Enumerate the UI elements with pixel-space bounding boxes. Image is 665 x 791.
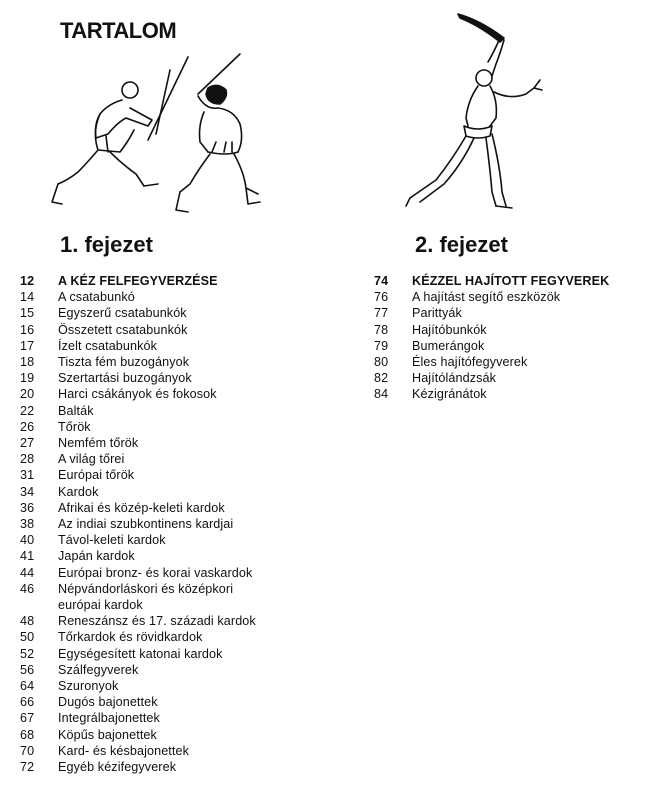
toc-page-number: 64 — [20, 679, 35, 694]
toc-entry-label: Európai bronz- és korai vaskardok — [58, 565, 253, 580]
toc-page-number: 12 — [20, 274, 35, 288]
toc-entry — [18, 484, 348, 500]
toc-page-number: 40 — [20, 533, 35, 548]
toc-entry — [18, 710, 348, 726]
toc-entry-label: Tőrkardok és rövidkardok — [58, 630, 203, 645]
toc-entry-label: Egyéb kézifegyverek — [58, 760, 177, 775]
toc-entry — [18, 289, 348, 305]
toc-page-number: 50 — [20, 630, 35, 645]
toc-entry-label: Távol-keleti kardok — [58, 533, 166, 548]
toc-entry-label: Kézigránátok — [412, 387, 487, 402]
toc-entry-label: A hajítást segítő eszközök — [412, 290, 561, 305]
toc-section-heading — [372, 273, 662, 289]
toc-page-number: 76 — [374, 290, 389, 305]
toc-page-number: 26 — [20, 419, 35, 434]
toc-section-heading — [18, 273, 348, 289]
toc-entry — [18, 759, 348, 775]
toc-entry — [18, 419, 348, 435]
toc-entry-label: Szálfegyverek — [58, 662, 139, 677]
toc-entry-label: Ízelt csatabunkók — [58, 338, 158, 353]
toc-page-number: 17 — [20, 338, 35, 353]
toc-entry — [18, 354, 348, 370]
toc-entry-label: Szertartási buzogányok — [58, 371, 192, 386]
toc-page-number: 79 — [374, 338, 389, 353]
toc-entry-label: Az indiai szubkontinens kardjai — [58, 517, 234, 532]
toc-entry — [18, 322, 348, 338]
toc-page-number: 18 — [20, 355, 35, 370]
toc-page-number: 82 — [374, 371, 389, 386]
page-title: TARTALOM — [60, 18, 177, 43]
toc-entry — [18, 613, 348, 629]
toc-page-number: 67 — [20, 711, 35, 726]
toc-page-number: 36 — [20, 500, 35, 515]
chapter-2-toc — [372, 273, 662, 403]
toc-page-number: 22 — [20, 403, 35, 418]
toc-entry — [18, 694, 348, 710]
toc-entry — [372, 289, 662, 305]
toc-page-number: 41 — [20, 549, 35, 564]
toc-page-number: 14 — [20, 290, 35, 305]
toc-entry — [18, 516, 348, 532]
toc-entry-label: Harci csákányok és fokosok — [58, 387, 217, 402]
toc-page-number: 70 — [20, 743, 35, 758]
toc-entry — [372, 354, 662, 370]
toc-page-number: 38 — [20, 517, 35, 532]
toc-entry-label: Integrálbajonettek — [58, 711, 160, 726]
toc-entry-label: Összetett csatabunkók — [58, 322, 188, 337]
toc-page-number: 78 — [374, 322, 389, 337]
toc-entry-label: Japán kardok — [58, 549, 135, 564]
toc-entry-label: Reneszánsz és 17. századi kardok — [58, 614, 256, 629]
toc-entry-label: Európai tőrök — [58, 468, 135, 483]
toc-page-number: 52 — [20, 646, 35, 661]
toc-entry-label: Éles hajítófegyverek — [412, 355, 528, 370]
toc-page-number: 20 — [20, 387, 35, 402]
toc-entry-label: Tiszta fém buzogányok — [58, 355, 190, 370]
toc-page-number: 48 — [20, 614, 35, 629]
toc-entry — [18, 548, 348, 564]
toc-entry — [18, 629, 348, 645]
toc-entry-label: Népvándorláskori és középkori — [58, 581, 234, 596]
toc-entry — [18, 727, 348, 743]
toc-entry — [18, 370, 348, 386]
toc-entry-label: Köpűs bajonettek — [58, 727, 157, 742]
toc-entry — [18, 662, 348, 678]
toc-entry-label: Balták — [58, 403, 94, 418]
toc-page-number: 15 — [20, 306, 35, 321]
toc-entry — [18, 743, 348, 759]
toc-entry — [18, 597, 348, 613]
toc-entry — [18, 305, 348, 321]
toc-entry — [18, 467, 348, 483]
toc-page-number: 84 — [374, 387, 389, 402]
toc-entry — [372, 338, 662, 354]
toc-page-number: 80 — [374, 355, 389, 370]
toc-entry — [18, 451, 348, 467]
toc-entry — [18, 532, 348, 548]
toc-page-number: 44 — [20, 565, 35, 580]
toc-entry — [18, 338, 348, 354]
toc-entry-label: Hajítólándzsák — [412, 371, 497, 386]
toc-page-number: 68 — [20, 727, 35, 742]
toc-entry-label: A világ tőrei — [58, 452, 125, 467]
toc-page-number: 77 — [374, 306, 389, 321]
toc-entry — [18, 581, 348, 597]
samurai-duel-illustration — [48, 52, 263, 217]
toc-page-number: 56 — [20, 662, 35, 677]
toc-entry — [18, 403, 348, 419]
toc-entry-label: Nemfém tőrök — [58, 436, 139, 451]
toc-entry-label: Afrikai és közép-keleti kardok — [58, 500, 225, 515]
toc-entry — [18, 386, 348, 402]
toc-entry-label: Parittyák — [412, 306, 462, 321]
toc-page-number: 31 — [20, 468, 35, 483]
toc-entry-label: európai kardok — [58, 598, 143, 613]
toc-entry-label: Egységesített katonai kardok — [58, 646, 223, 661]
toc-entry-label: Szuronyok — [58, 679, 119, 694]
toc-page-number: 16 — [20, 322, 35, 337]
toc-page-number: 72 — [20, 760, 35, 775]
toc-entry — [18, 565, 348, 581]
chapter-1-heading: 1. fejezet — [60, 232, 153, 257]
toc-entry-label: Bumerángok — [412, 338, 485, 353]
toc-entry-label: KÉZZEL HAJÍTOTT FEGYVEREK — [412, 274, 610, 288]
toc-entry — [18, 500, 348, 516]
toc-entry — [372, 386, 662, 402]
toc-entry — [372, 305, 662, 321]
toc-entry — [18, 678, 348, 694]
toc-entry — [372, 322, 662, 338]
toc-page-number: 46 — [20, 581, 35, 596]
toc-page-number: 74 — [374, 274, 389, 288]
boomerang-thrower-illustration — [400, 8, 550, 213]
toc-entry — [18, 646, 348, 662]
toc-page-number: 66 — [20, 695, 35, 710]
toc-entry-label: Kardok — [58, 484, 99, 499]
toc-entry-label: A csatabunkó — [58, 290, 135, 305]
toc-page-number: 34 — [20, 484, 35, 499]
toc-entry — [372, 370, 662, 386]
toc-entry-label: Tőrök — [58, 419, 91, 434]
toc-entry-label: Hajítóbunkók — [412, 322, 487, 337]
toc-entry — [18, 435, 348, 451]
toc-page-number — [18, 597, 58, 613]
toc-entry-label: Kard- és késbajonettek — [58, 743, 190, 758]
toc-entry-label: A KÉZ FELFEGYVERZÉSE — [58, 274, 218, 288]
chapter-1-toc — [18, 273, 348, 775]
toc-entry-label: Egyszerű csatabunkók — [58, 306, 187, 321]
toc-page-number: 19 — [20, 371, 35, 386]
toc-page-number: 28 — [20, 452, 35, 467]
toc-page-number: 27 — [20, 436, 35, 451]
chapter-2-heading: 2. fejezet — [415, 232, 508, 257]
toc-entry-label: Dugós bajonettek — [58, 695, 158, 710]
